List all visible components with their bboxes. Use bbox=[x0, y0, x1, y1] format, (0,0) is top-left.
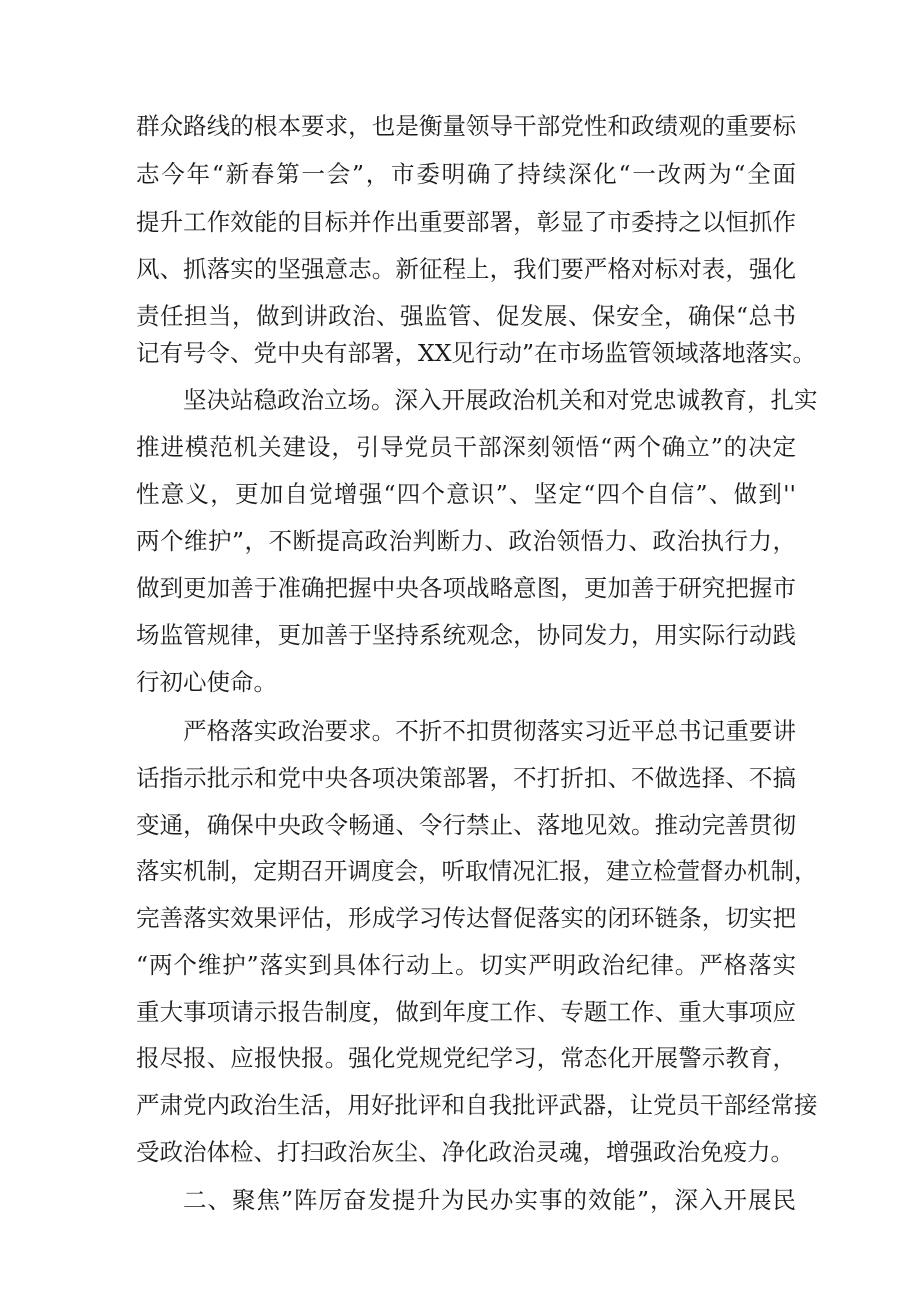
text-line: 重大事项请示报告制度，做到年度工作、专题工作、重大事项应 bbox=[136, 998, 796, 1026]
text-line: 严肃党内政治生活，用好批评和自我批评武器，让党员干部经常接 bbox=[136, 1091, 818, 1119]
text-line: 记有号令、党中央有部署，XX见行动”在市场监管领域落地落实。 bbox=[136, 339, 816, 367]
text-line: 风、抓落实的坚强意志。新征程上，我们要严格对标对表，强化 bbox=[136, 255, 796, 283]
text-line: 推进模范机关建设，引导党员干部深刻领悟“两个确立”的决定 bbox=[136, 433, 796, 461]
text-line: “两个维护”落实到具体行动上。切实严明政治纪律。严格落实 bbox=[136, 951, 796, 979]
section-heading-line: 二、聚焦”阵厉奋发提升为民办实事的效能”，深入开展民 bbox=[183, 1186, 796, 1214]
text-line: 做到更加善于准确把握中央各项战略意图，更加善于研究把握市 bbox=[136, 574, 796, 602]
text-line: 两个维护”，不断提高政治判断力、政治领悟力、政治执行力， bbox=[136, 527, 796, 555]
paragraph-first-line: 坚决站稳政治立场。深入开展政治机关和对党忠诚教育，扎实 bbox=[183, 386, 818, 414]
text-line: 群众路线的根本要求，也是衡量领导干部党性和政绩观的重要标 bbox=[136, 112, 796, 140]
text-line: 志今年“新春第一会”，市委明确了持续深化“一改两为“全面 bbox=[136, 160, 796, 188]
text-line: 话指示批示和党中央各项决策部署，不打折扣、不做选择、不搞 bbox=[136, 764, 796, 792]
text-line: 行初心使命。 bbox=[136, 668, 277, 696]
text-line: 责任担当，做到讲政治、强监管、促发展、保安全，确保“总书 bbox=[136, 302, 796, 330]
text-line: 变通，确保中央政令畅通、令行禁止、落地见效。推动完善贯彻 bbox=[136, 811, 796, 839]
text-line: 落实机制，定期召开调度会，听取情况汇报，建立检萱督办机制， bbox=[136, 857, 818, 885]
text-line: 完善落实效果评估，形成学习传达督促落实的闭环链条，切实把 bbox=[136, 904, 796, 932]
text-line: 报尽报、应报快报。强化党规党纪学习，常态化开展警示教育， bbox=[136, 1044, 796, 1072]
text-line: 性意义，更加自觉增强“四个意识”、坚定“四个自信”、做到'' bbox=[136, 480, 796, 508]
text-line: 提升工作效能的目标并作出重要部署，彰显了市委持之以恒抓作 bbox=[136, 208, 796, 236]
paragraph-first-line: 严格落实政治要求。不折不扣贯彻落实习近平总书记重要讲 bbox=[183, 717, 796, 745]
text-line: 场监管规律，更加善于坚持系统观念，协同发力，用实际行动践 bbox=[136, 621, 796, 649]
text-line: 受政治体检、打扫政治灰尘、净化政治灵魂，增强政治免疫力。 bbox=[136, 1138, 794, 1166]
